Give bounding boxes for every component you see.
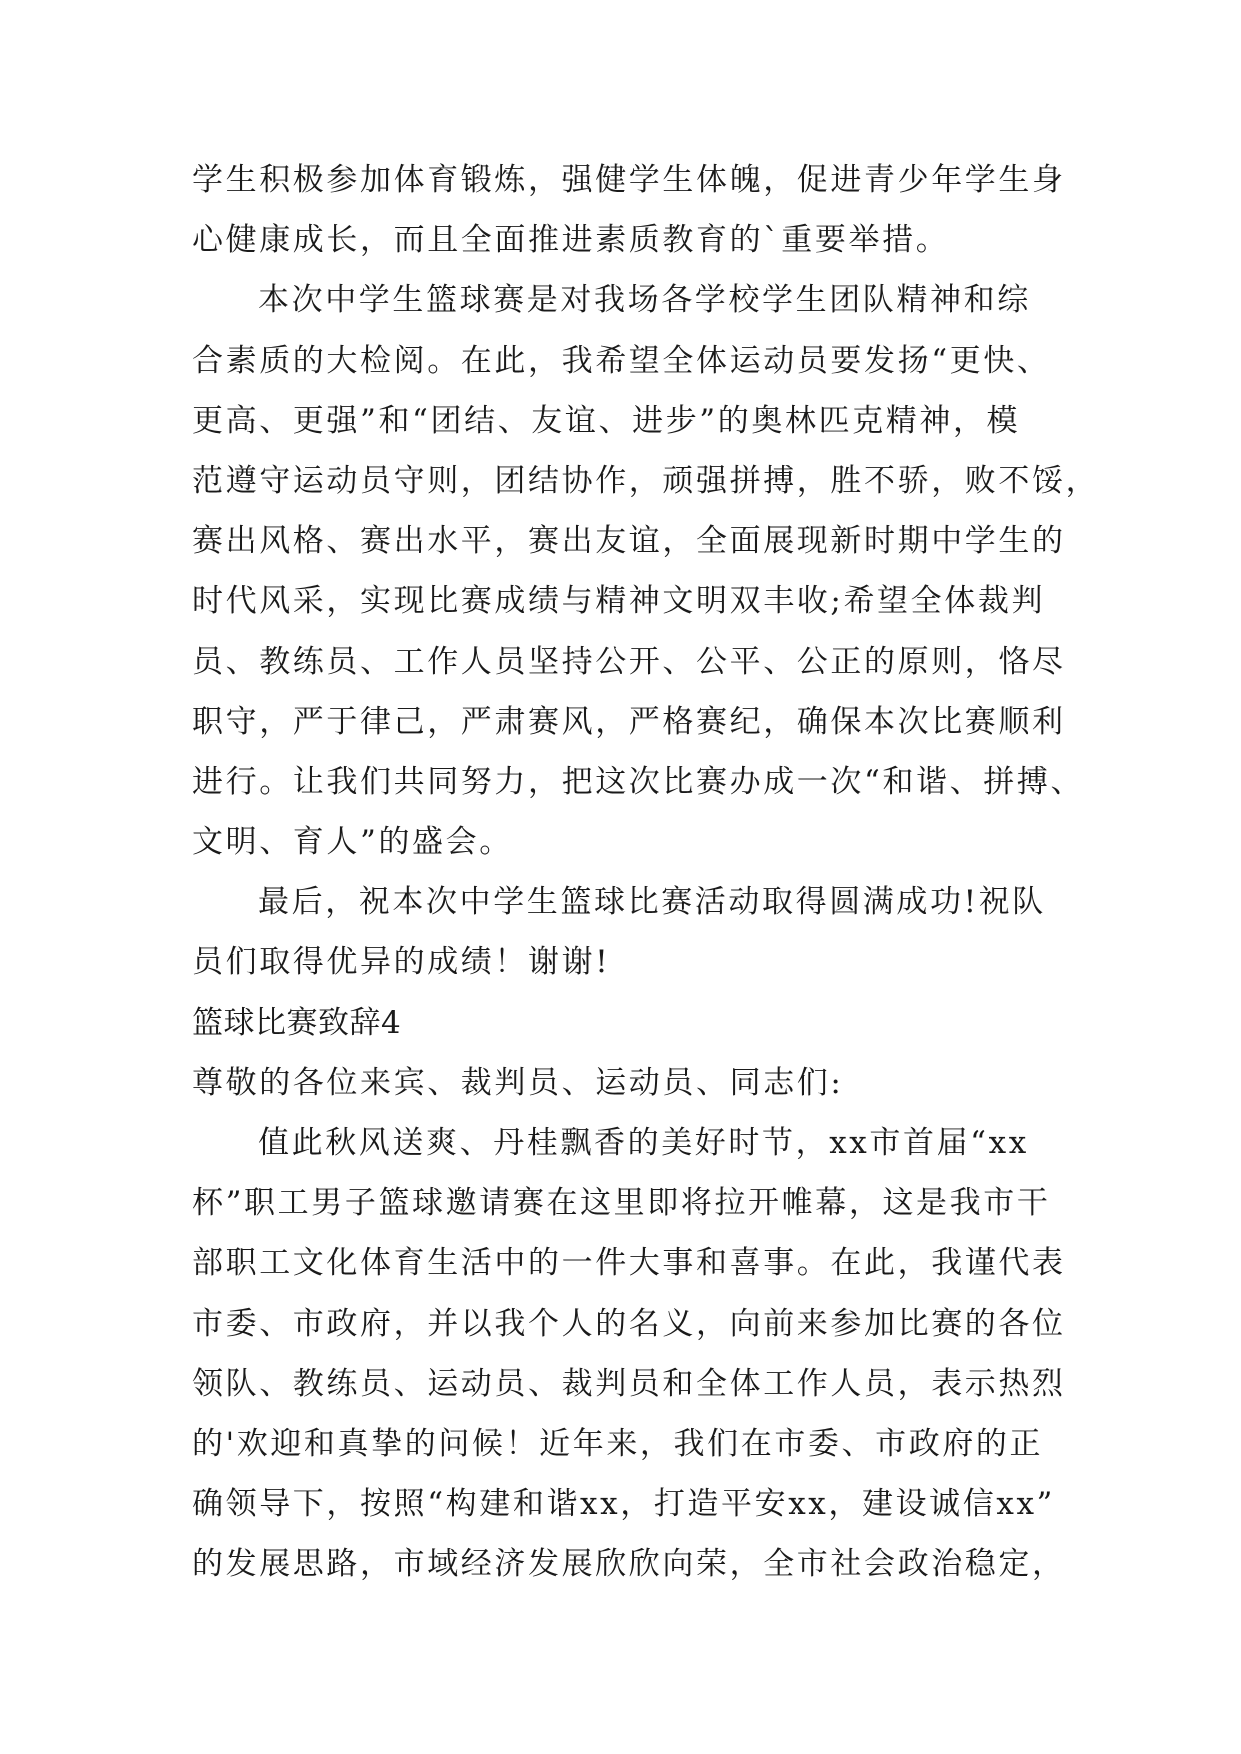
body-text-line: 范遵守运动员守则，团结协作，顽强拼搏，胜不骄，败不馁， [192,462,1100,499]
body-text-line: 职守，严于律己，严肃赛风，严格赛纪，确保本次比赛顺利 [192,703,1066,740]
body-text-line: 进行。让我们共同努力，把这次比赛办成一次“和谐、拼搏、 [192,763,1085,800]
body-text-line: 杯”职工男子篮球邀请赛在这里即将拉开帷幕，这是我市干 [192,1185,1051,1222]
body-text-line: 员、教练员、工作人员坚持公开、公平、公正的原则，恪尽 [192,643,1066,680]
body-text-line: 确领导下，按照“构建和谐xx，打造平安xx，建设诚信xx” [192,1486,1055,1523]
body-text-line: 市委、市政府，并以我个人的名义，向前来参加比赛的各位 [192,1305,1066,1342]
body-text-line: 心健康成长，而且全面推进素质教育的`重要举措。 [192,222,950,259]
body-text-line: 更高、更强”和“团结、友谊、进步”的奥林匹克精神，模 [192,402,1021,439]
body-text-line: 合素质的大检阅。在此，我希望全体运动员要发扬“更快、 [192,342,1051,379]
document-body [192,150,1100,1595]
body-text-line: 部职工文化体育生活中的一件大事和喜事。在此，我谨代表 [192,1245,1066,1282]
body-text-line: 时代风采，实现比赛成绩与精神文明双丰收;希望全体裁判 [192,583,1046,620]
body-text-line: 值此秋风送爽、丹桂飘香的美好时节，xx市首届“xx [258,1125,1029,1161]
section-heading: 篮球比赛致辞4 [192,1004,402,1041]
body-text-line: 最后，祝本次中学生篮球比赛活动取得圆满成功!祝队 [258,884,1046,921]
body-text-line: 赛出风格、赛出水平，赛出友谊，全面展现新时期中学生的 [192,523,1066,560]
body-text-line: 的'欢迎和真挚的问候！近年来，我们在市委、市政府的正 [192,1425,1044,1462]
body-text-line: 员们取得优异的成绩！谢谢! [192,944,611,981]
body-text-line: 学生积极参加体育锻炼，强健学生体魄，促进青少年学生身 [192,162,1066,198]
body-text-line: 文明、育人”的盛会。 [192,824,513,861]
body-text-line: 领队、教练员、运动员、裁判员和全体工作人员，表示热烈 [192,1365,1066,1402]
salutation-line: 尊敬的各位来宾、裁判员、运动员、同志们: [192,1064,844,1101]
body-text-line: 本次中学生篮球赛是对我场各学校学生团队精神和综 [258,282,1031,319]
body-text-line: 的发展思路，市域经济发展欣欣向荣，全市社会政治稳定， [192,1546,1066,1583]
